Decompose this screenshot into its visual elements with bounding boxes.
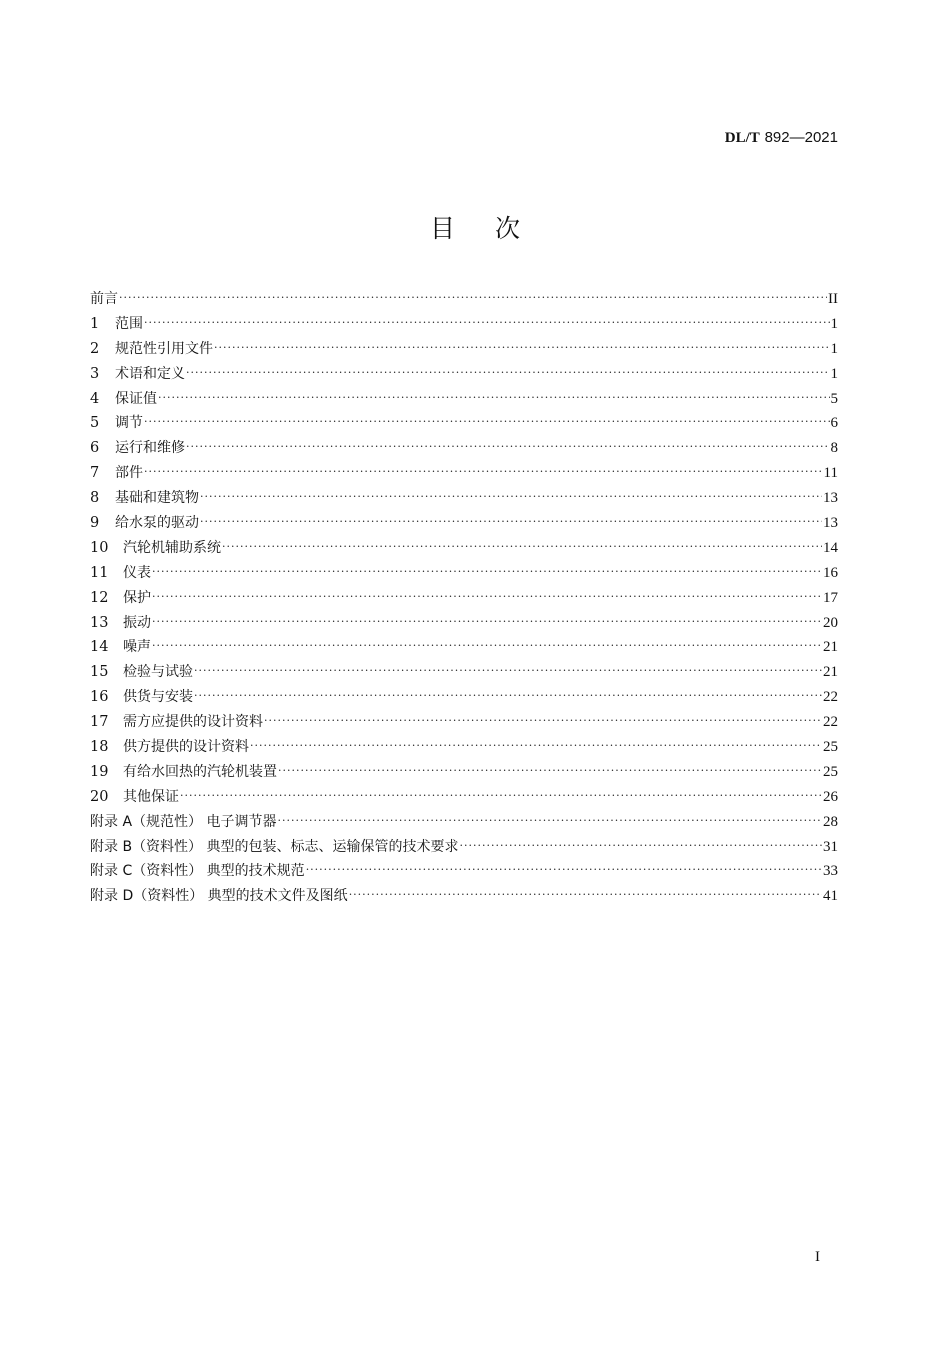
- toc-entry[interactable]: [90, 711, 838, 736]
- toc-dot-leader: [200, 515, 822, 528]
- toc-entry-label: 前言: [90, 291, 118, 307]
- toc-entry-label: 部件: [115, 465, 143, 482]
- toc-entry-number: 20: [90, 788, 109, 805]
- toc-dot-leader: [144, 415, 830, 428]
- toc-entry-page: 14: [823, 539, 838, 556]
- toc-entry[interactable]: [90, 686, 838, 711]
- toc-entry[interactable]: [90, 437, 838, 462]
- toc-entry-number: 18: [90, 739, 109, 756]
- toc-entry-page: 41: [823, 888, 838, 905]
- toc-entry[interactable]: [90, 462, 838, 487]
- toc-dot-leader: [119, 291, 827, 304]
- toc-entry-label: 有给水回热的汽轮机装置: [123, 763, 277, 780]
- toc-entry-label: 调节: [115, 415, 143, 432]
- toc-dot-leader: [277, 814, 822, 827]
- toc-dot-leader: [222, 540, 822, 553]
- toc-entry-page: 6: [830, 415, 838, 432]
- toc-entry-label: 运行和维修: [115, 440, 185, 457]
- toc-dot-leader: [194, 689, 822, 702]
- toc-entry-label: 噪声: [123, 639, 151, 656]
- toc-entry-label: 术语和定义: [115, 365, 185, 382]
- toc-entry[interactable]: [90, 636, 838, 661]
- toc-entry-page: 5: [830, 390, 838, 407]
- toc-entry-number: 19: [90, 763, 109, 780]
- toc-dot-leader: [144, 465, 823, 478]
- toc-entry[interactable]: [90, 811, 838, 836]
- toc-entry-number: 9: [90, 515, 100, 532]
- toc-entry-page: 28: [823, 813, 838, 830]
- toc-entry-page: 1: [830, 315, 838, 332]
- toc-entry-number: 7: [90, 465, 100, 482]
- toc-entry-page: 1: [830, 340, 838, 357]
- toc-dot-leader: [144, 316, 830, 329]
- toc-dot-leader: [194, 664, 822, 677]
- toc-entry-number: 16: [90, 689, 109, 706]
- document-code-number: 892—2021: [764, 129, 838, 146]
- toc-entry-label: 给水泵的驱动: [115, 515, 199, 532]
- toc-entry-number: 15: [90, 664, 109, 681]
- toc-entry-label: 汽轮机辅助系统: [123, 539, 221, 556]
- toc-dot-leader: [214, 341, 830, 354]
- toc-entry-number: 3: [90, 365, 100, 382]
- toc-entry-page: 31: [823, 838, 838, 855]
- toc-entry-page: 22: [823, 714, 838, 731]
- toc-entry-page: II: [828, 291, 838, 307]
- toc-entry[interactable]: [90, 338, 838, 363]
- toc-entry-number: 8: [90, 490, 100, 507]
- toc-dot-leader: [158, 391, 830, 404]
- toc-entry[interactable]: [90, 562, 838, 587]
- toc-entry-page: 25: [823, 739, 838, 756]
- toc-dot-leader: [152, 639, 822, 652]
- toc-entry-page: 11: [823, 465, 838, 482]
- toc-entry-page: 33: [823, 863, 838, 880]
- toc-entry[interactable]: [90, 786, 838, 811]
- toc-dot-leader: [186, 440, 830, 453]
- toc-entry-number: 12: [90, 589, 109, 606]
- toc-entry[interactable]: [90, 313, 838, 338]
- toc-entry[interactable]: [90, 761, 838, 786]
- toc-entry-label: 其他保证: [123, 788, 179, 805]
- toc-entry[interactable]: [90, 885, 838, 910]
- toc-entry-label: 附录 A（规范性） 电子调节器: [90, 813, 277, 830]
- toc-entry[interactable]: [90, 661, 838, 686]
- toc-entry-page: 13: [823, 515, 838, 532]
- toc-entry[interactable]: [90, 860, 838, 885]
- toc-entry[interactable]: [90, 512, 838, 537]
- toc-entry-label: 振动: [123, 614, 151, 631]
- toc-entry-label: 检验与试验: [123, 664, 193, 681]
- toc-entry-page: 26: [823, 788, 838, 805]
- toc-entry-number: 13: [90, 614, 109, 631]
- toc-entry-label: 保护: [123, 589, 151, 606]
- toc-dot-leader: [460, 839, 822, 852]
- toc-dot-leader: [180, 789, 822, 802]
- document-code: [725, 128, 838, 147]
- document-code-prefix: DL/T: [724, 130, 760, 146]
- toc-entry-page: 8: [830, 440, 838, 457]
- toc-dot-leader: [186, 366, 830, 379]
- page-title: 目次: [429, 214, 560, 243]
- toc-dot-leader: [152, 590, 822, 603]
- toc-entry-number: 1: [90, 315, 100, 332]
- toc-entry-label: 需方应提供的设计资料: [123, 714, 263, 731]
- toc-entry-label: 附录 B（资料性） 典型的包装、标志、运输保管的技术要求: [90, 838, 459, 855]
- toc-dot-leader: [349, 888, 822, 901]
- toc-entry[interactable]: [90, 363, 838, 388]
- toc-entry-number: 17: [90, 714, 109, 731]
- toc-entry[interactable]: [90, 836, 838, 861]
- toc-entry-number: 2: [90, 340, 100, 357]
- toc-entry-label: 附录 C（资料性） 典型的技术规范: [90, 863, 305, 880]
- toc-entry-number: 10: [90, 539, 109, 556]
- toc-entry-number: 4: [90, 390, 100, 407]
- toc-entry-page: 21: [823, 639, 838, 656]
- toc-entry[interactable]: [90, 288, 838, 313]
- toc-entry-label: 供方提供的设计资料: [123, 739, 249, 756]
- toc-dot-leader: [278, 764, 822, 777]
- toc-entry-page: 13: [823, 490, 838, 507]
- toc-dot-leader: [250, 739, 822, 752]
- toc-entry-label: 范围: [115, 315, 143, 332]
- toc-entry-number: 11: [90, 564, 109, 581]
- toc-entry-label: 仪表: [123, 564, 151, 581]
- toc-entry[interactable]: [90, 612, 838, 637]
- toc-entry-number: 6: [90, 440, 100, 457]
- toc-entry-label: 供货与安装: [123, 689, 193, 706]
- toc-entry[interactable]: [90, 537, 838, 562]
- toc-dot-leader: [306, 863, 822, 876]
- toc-dot-leader: [264, 714, 822, 727]
- toc-entry-page: 21: [823, 664, 838, 681]
- toc-entry-page: 16: [823, 564, 838, 581]
- toc-entry-label: 基础和建筑物: [115, 490, 199, 507]
- toc-entry[interactable]: [90, 388, 838, 413]
- toc-entry-page: 1: [830, 365, 838, 382]
- page-number: I: [815, 1249, 820, 1265]
- toc-entry[interactable]: [90, 587, 838, 612]
- toc-entry-page: 25: [823, 763, 838, 780]
- toc-dot-leader: [200, 490, 822, 503]
- toc-entry-number: 14: [90, 639, 109, 656]
- toc-entry-number: 5: [90, 415, 100, 432]
- toc-dot-leader: [152, 615, 822, 628]
- toc-entry-label: 附录 D（资料性） 典型的技术文件及图纸: [90, 888, 348, 905]
- toc-entry-page: 17: [823, 589, 838, 606]
- toc-entry[interactable]: [90, 487, 838, 512]
- toc-entry-label: 规范性引用文件: [115, 340, 213, 357]
- toc-entry[interactable]: [90, 736, 838, 761]
- toc-entry[interactable]: [90, 412, 838, 437]
- table-of-contents: [90, 288, 838, 910]
- toc-dot-leader: [152, 565, 822, 578]
- toc-entry-page: 20: [823, 614, 838, 631]
- toc-entry-label: 保证值: [115, 390, 157, 407]
- toc-entry-page: 22: [823, 689, 838, 706]
